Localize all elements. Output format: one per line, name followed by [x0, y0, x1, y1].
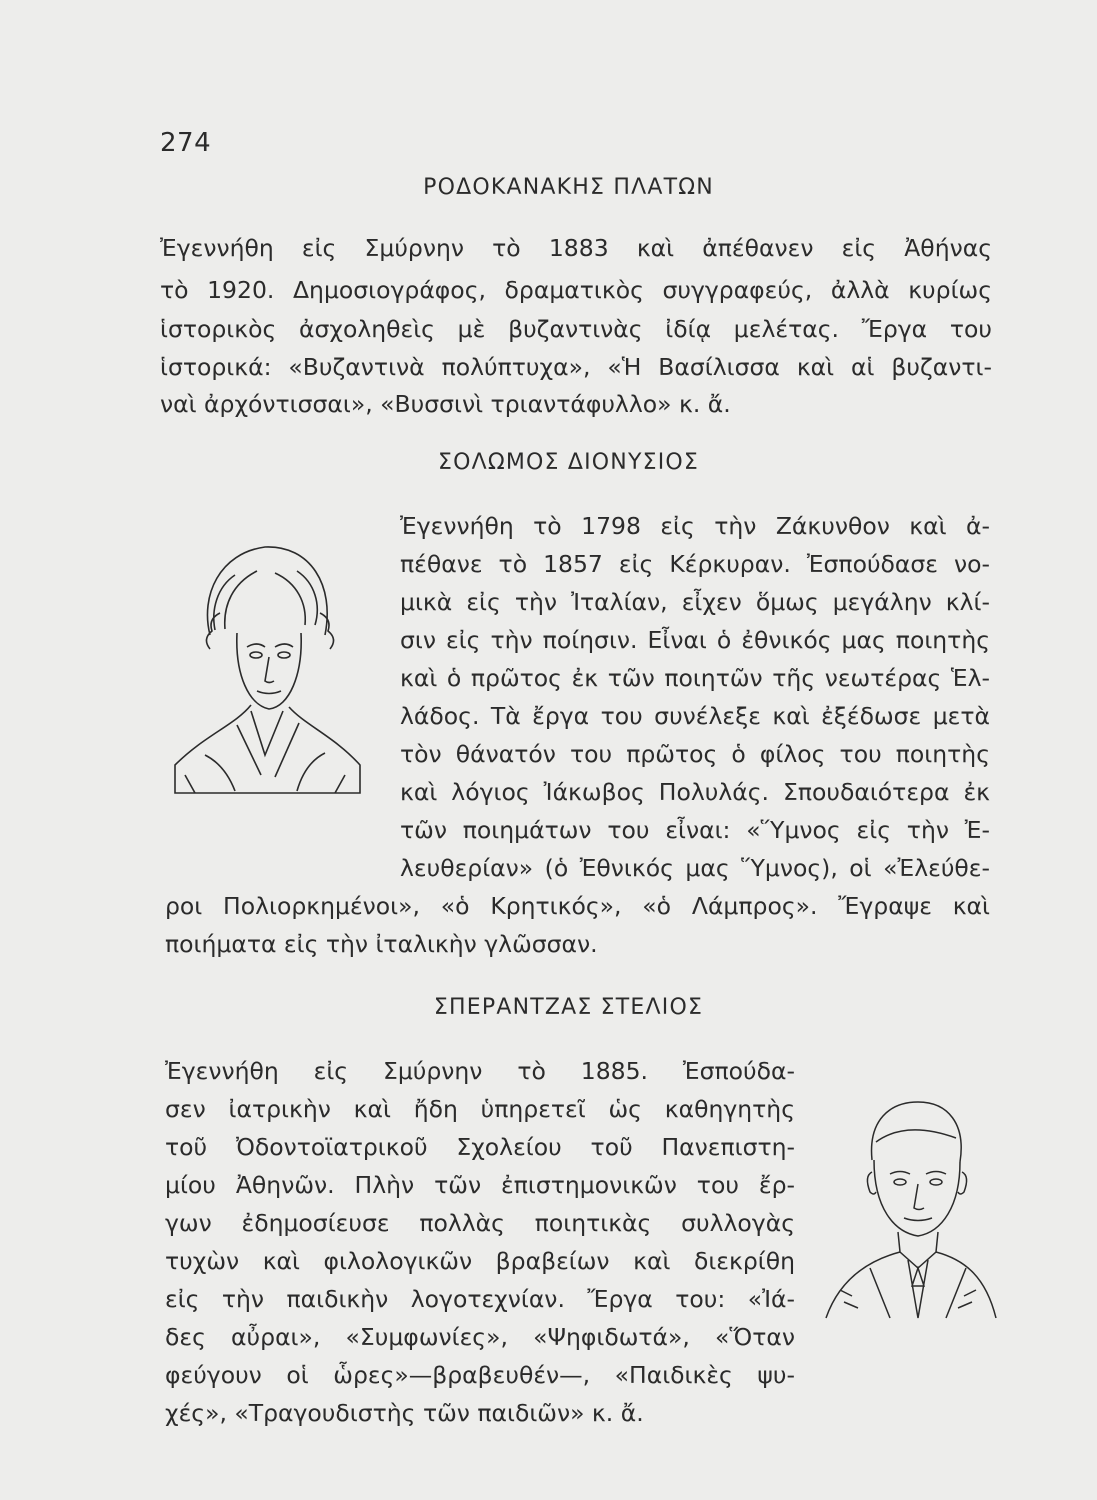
entry-text-line: δες αὖραι», «Συμφωνίες», «Ψηφιδωτά», «Ὅταν [165, 1323, 795, 1351]
entry-text-line: χές», «Τραγουδιστὴς τῶν παιδιῶν» κ. ἄ. [165, 1399, 644, 1427]
entry-text-line: καὶ ὁ πρῶτος ἐκ τῶν ποιητῶν τῆς νεωτέρας Ἑλ- [400, 664, 990, 692]
solomos-portrait [165, 525, 365, 795]
entry-text-line: ἱστορικὸς ἀσχοληθεὶς μὲ βυζαντινὰς ἰδίᾳ μελέτας. Ἔργα του [160, 315, 992, 343]
entry-text-line: εἰς τὴν παιδικὴν λογοτεχνίαν. Ἔργα του: «Ἰά- [165, 1285, 795, 1313]
entry-text-line: Ἐγεννήθη εἰς Σμύρνην τὸ 1885. Ἐσπούδα- [165, 1057, 795, 1085]
entry-text-line: Ἐγεννήθη εἰς Σμύρνην τὸ 1883 καὶ ἀπέθανεν εἰς Ἀθήνας [160, 234, 992, 262]
entry-text-line: ροι Πολιορκημένοι», «ὁ Κρητικός», «ὁ Λάμπρος». Ἔγραψε καὶ [165, 892, 990, 920]
entry-text-line: λάδος. Τὰ ἔργα του συνέλεξε καὶ ἐξέδωσε μετὰ [400, 702, 990, 730]
entry-text-line: μικὰ εἰς τὴν Ἰταλίαν, εἶχεν ὅμως μεγάλην κλί- [400, 588, 990, 616]
entry-text-line: τοῦ Ὀδοντοϊατρικοῦ Σχολείου τοῦ Πανεπιστη- [165, 1133, 795, 1161]
entry-text-line: καὶ λόγιος Ἰάκωβος Πολυλάς. Σπουδαιότερα ἐκ [400, 778, 990, 806]
entry-text-line: Ἐγεννήθη τὸ 1798 εἰς τὴν Ζάκυνθον καὶ ἀ- [400, 512, 990, 540]
entry-text-line: σεν ἰατρικὴν καὶ ἤδη ὑπηρετεῖ ὡς καθηγητὴς [165, 1095, 795, 1123]
page-number: 274 [160, 128, 212, 158]
entry-heading-solomos: ΣΟΛΩΜΟΣ ΔΙΟΝΥΣΙΟΣ [437, 450, 700, 475]
entry-text-line: ἱστορικά: «Βυζαντινὰ πολύπτυχα», «Ἡ Βασίλισσα καὶ αἱ βυζαντι- [160, 353, 992, 381]
entry-text-line: ναὶ ἀρχόντισσαι», «Βυσσινὶ τριαντάφυλλο» κ. ἄ. [160, 390, 731, 418]
entry-text-line: σιν εἰς τὴν ποίησιν. Εἶναι ὁ ἐθνικός μας ποιητὴς [400, 626, 990, 654]
entry-text-line: τῶν ποιημάτων του εἶναι: «Ὕμνος εἰς τὴν Ἐ- [400, 816, 990, 844]
entry-text-line: λευθερίαν» (ὁ Ἐθνικός μας Ὕμνος), οἱ «Ἐλεύθε- [400, 854, 990, 882]
entry-text-line: τὸ 1920. Δημοσιογράφος, δραματικὸς συγγραφεύς, ἀλλὰ κυρίως [160, 276, 992, 304]
entry-text-line: τὸν θάνατόν του πρῶτος ὁ φίλος του ποιητὴς [400, 740, 990, 768]
entry-text-line: τυχὼν καὶ φιλολογικῶν βραβείων καὶ διεκρίθη [165, 1247, 795, 1275]
entry-text-line: φεύγουν οἱ ὧρες»—βραβευθέν—, «Παιδικὲς ψυ- [165, 1361, 795, 1389]
entry-text-line: μίου Ἀθηνῶν. Πλὴν τῶν ἐπιστημονικῶν του ἔρ- [165, 1171, 795, 1199]
entry-heading-rodokanakis: ΡΟΔΟΚΑΝΑΚΗΣ ΠΛΑΤΩΝ [423, 175, 714, 200]
entry-text-line: πέθανε τὸ 1857 εἰς Κέρκυραν. Ἐσπούδασε νο- [400, 550, 990, 578]
sperantzas-portrait [820, 1090, 1000, 1320]
entry-heading-sperantzas: ΣΠΕΡΑΝΤΖΑΣ ΣΤΕΛΙΟΣ [433, 995, 704, 1020]
entry-text-line: γων ἐδημοσίευσε πολλὰς ποιητικὰς συλλογὰς [165, 1209, 795, 1237]
entry-text-line: ποιήματα εἰς τὴν ἰταλικὴν γλῶσσαν. [165, 930, 598, 958]
